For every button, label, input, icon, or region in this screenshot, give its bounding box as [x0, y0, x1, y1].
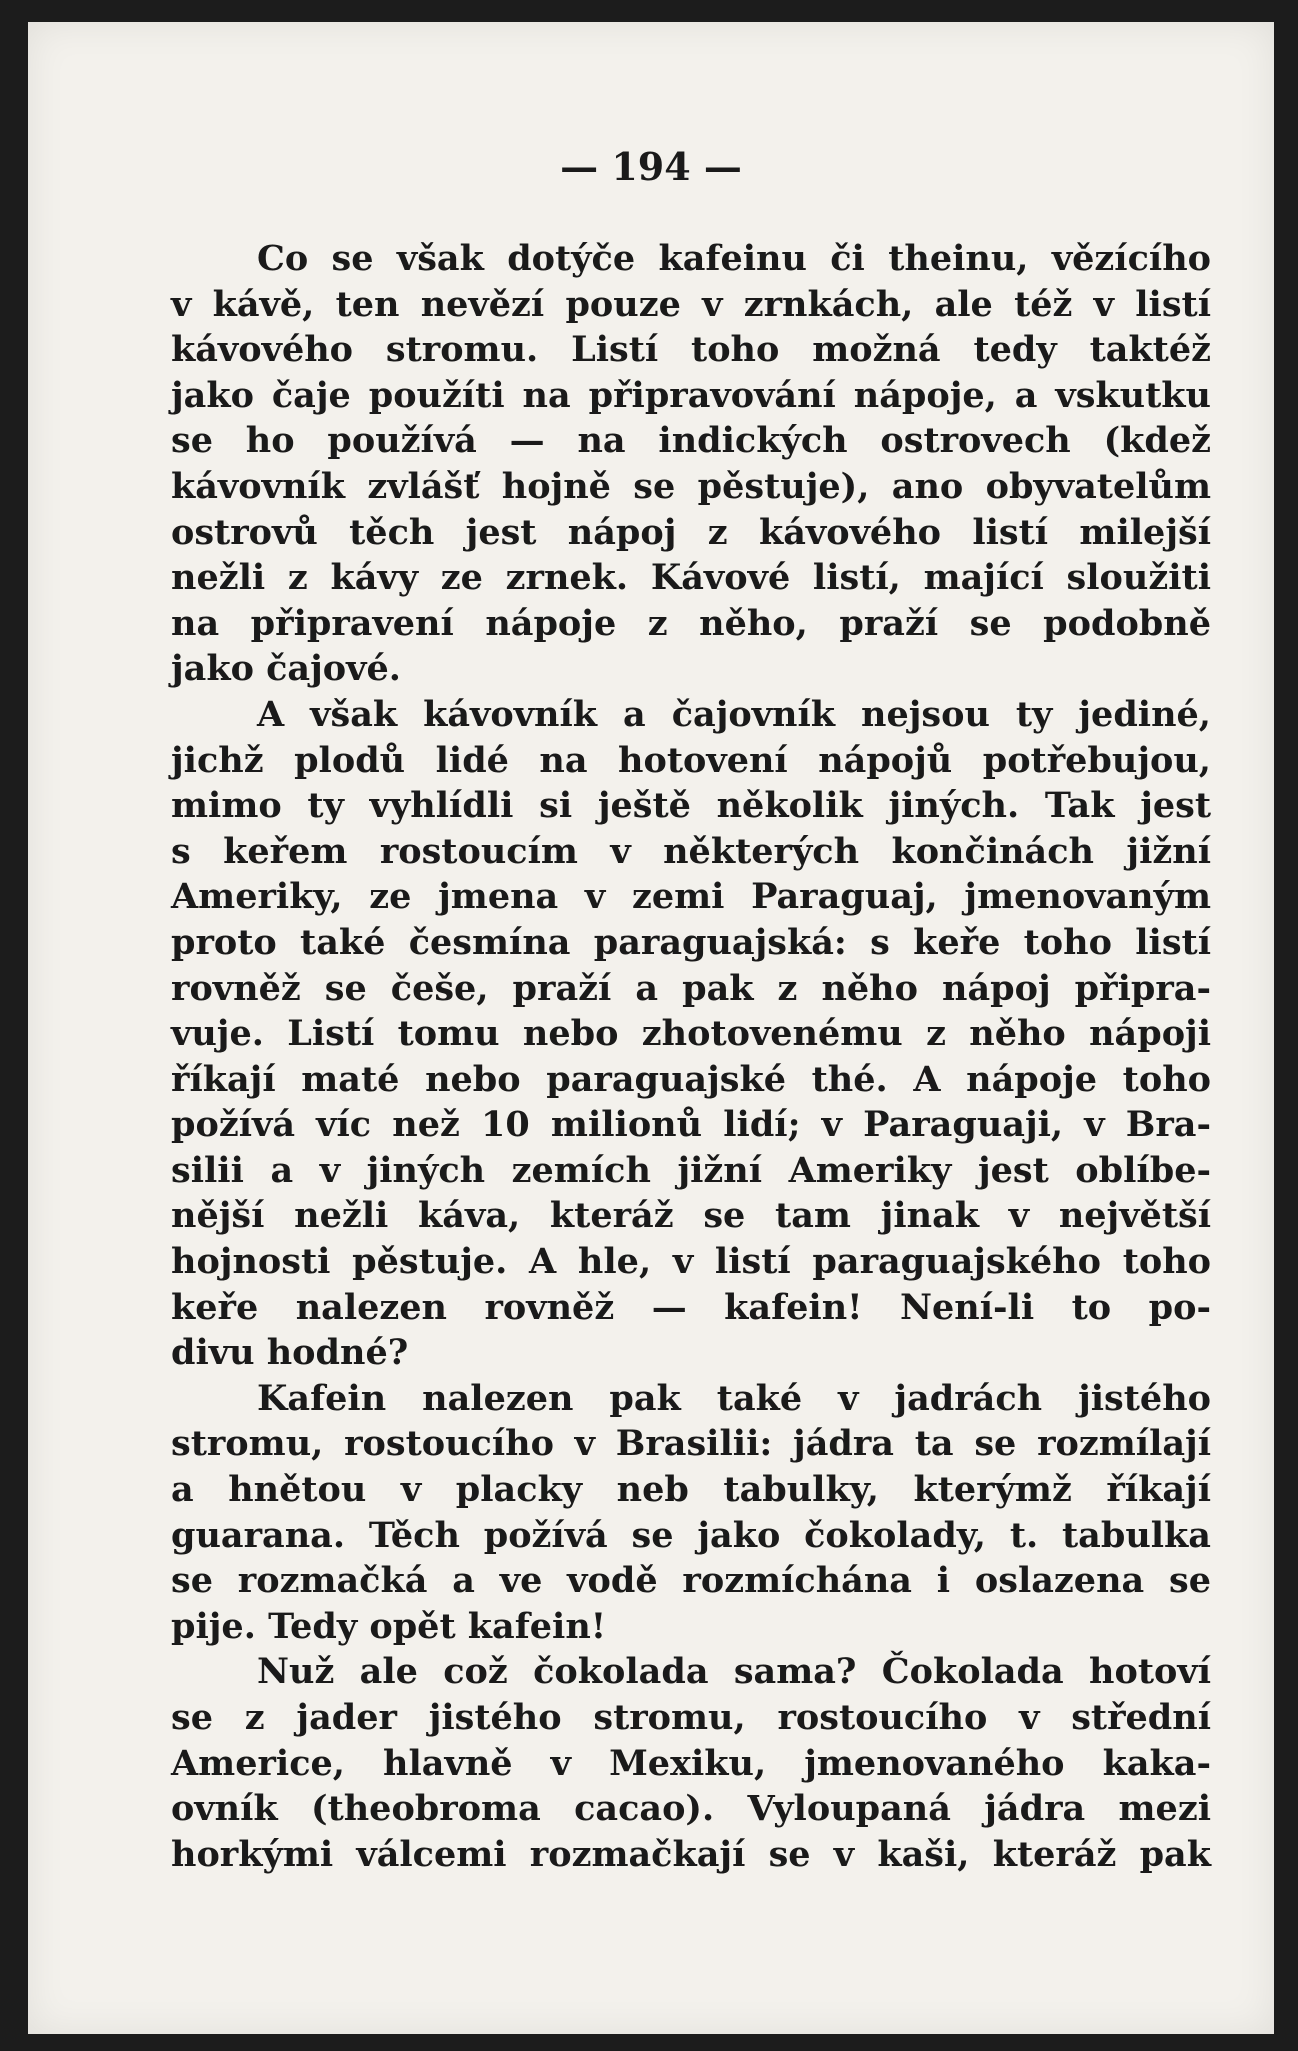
- text-line: jako čajové.: [171, 648, 401, 690]
- text-line: Kafein nalezen pak také v jadrách jistého: [257, 1377, 1211, 1419]
- text-line: Nuž ale což čokolada sama? Čokolada hotoví: [257, 1651, 1211, 1693]
- text-line: mimo ty vyhlídli si ještě několik jiných. Tak jest: [171, 785, 1211, 827]
- body-text: [171, 236, 1211, 1877]
- text-line: ostrovů těch jest nápoj z kávového listí milejší: [171, 511, 1211, 553]
- text-line: proto také česmína paraguajská: s keře toho listí: [171, 921, 1211, 963]
- text-line: vuje. Listí tomu nebo zhotovenému z něho nápoji: [171, 1013, 1211, 1055]
- text-line: v kávě, ten nevězí pouze v zrnkách, ale též v listí: [171, 283, 1211, 325]
- text-line: nější nežli káva, kteráž se tam jinak v největší: [171, 1195, 1211, 1237]
- text-line: Ameriky, ze jmena v zemi Paraguaj, jmenovaným: [171, 876, 1211, 918]
- text-line: na připravení nápoje z něho, praží se podobně: [171, 602, 1211, 644]
- text-line: horkými válcemi rozmačkají se v kaši, kteráž pak: [171, 1833, 1211, 1875]
- text-line: stromu, rostoucího v Brasilii: jádra ta se rozmílají: [171, 1423, 1211, 1465]
- text-line: se ho používá — na indických ostrovech (kdež: [171, 420, 1211, 462]
- text-line: ovník (theobroma cacao). Vyloupaná jádra mezi: [171, 1788, 1211, 1830]
- text-line: se rozmačká a ve vodě rozmíchána i oslazena se: [171, 1560, 1211, 1602]
- text-line: Co se však dotýče kafeinu či theinu, vězícího: [257, 238, 1211, 279]
- text-line: silii a v jiných zemích jižní Ameriky jest oblíbe-: [171, 1149, 1211, 1191]
- text-line: s keřem rostoucím v některých končinách jižní: [171, 830, 1211, 872]
- paragraph-2: [171, 692, 1211, 1376]
- text-line: nežli z kávy ze zrnek. Kávové listí, mající sloužiti: [171, 557, 1211, 599]
- paragraph-4: [171, 1649, 1211, 1877]
- text-line: Americe, hlavně v Mexiku, jmenovaného kaka-: [171, 1742, 1211, 1784]
- text-line: A však kávovník a čajovník nejsou ty jediné,: [257, 693, 1211, 735]
- text-line: říkají maté nebo paraguajské thé. A nápoje toho: [171, 1058, 1211, 1100]
- text-line: divu hodné?: [171, 1332, 409, 1374]
- text-line: jichž plodů lidé na hotovení nápojů potřebujou,: [171, 739, 1211, 781]
- page-number: — 194 —: [560, 144, 742, 189]
- text-line: kávového stromu. Listí toho možná tedy taktéž: [171, 329, 1211, 371]
- text-line: požívá víc než 10 milionů lidí; v Paraguaji, v Bra-: [171, 1104, 1211, 1146]
- book-page: [28, 22, 1274, 2034]
- paragraph-1: [171, 236, 1211, 692]
- text-line: pije. Tedy opět kafein!: [171, 1605, 607, 1647]
- text-line: hojnosti pěstuje. A hle, v listí paraguajského toho: [171, 1241, 1211, 1283]
- text-line: guarana. Těch požívá se jako čokolady, t. tabulka: [171, 1514, 1211, 1556]
- text-line: a hnětou v placky neb tabulky, kterýmž říkají: [171, 1469, 1211, 1511]
- text-line: se z jader jistého stromu, rostoucího v střední: [171, 1697, 1211, 1738]
- text-line: kávovník zvlášť hojně se pěstuje), ano obyvatelům: [171, 465, 1211, 507]
- text-line: jako čaje použíti na připravování nápoje, a vskutku: [171, 374, 1211, 416]
- text-line: rovněž se češe, praží a pak z něho nápoj připra-: [171, 967, 1211, 1009]
- paragraph-3: [171, 1376, 1211, 1650]
- text-line: keře nalezen rovněž — kafein! Není-li to po-: [171, 1286, 1211, 1328]
